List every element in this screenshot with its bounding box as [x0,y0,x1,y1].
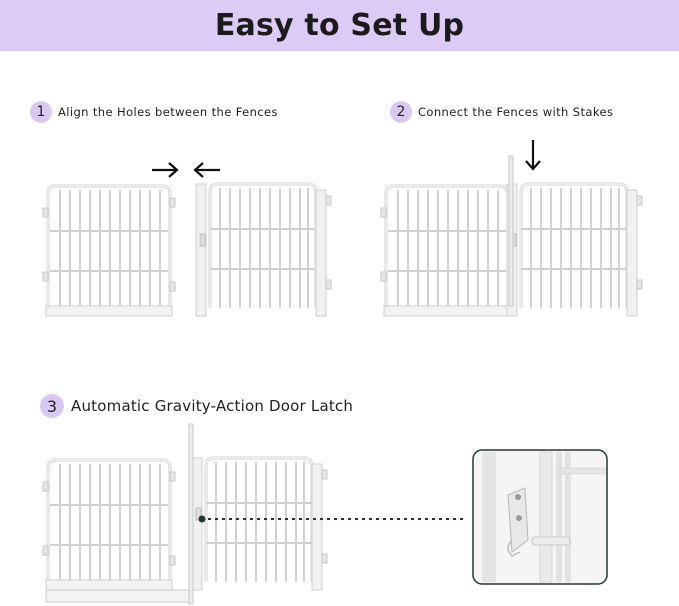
step-3-label: Automatic Gravity-Action Door Latch [71,397,354,415]
fence-door-right-2 [507,184,642,316]
arrow-right-icon [152,163,177,177]
arrow-down-icon [526,140,540,169]
step-2-number: 2 [390,101,412,123]
page-title: Easy to Set Up [214,8,465,43]
step-1-illustration [43,163,331,316]
fence-panel-left-2 [381,186,513,316]
arrow-left-icon [195,163,220,177]
fence-panel-left [43,186,175,316]
fence-door-right [196,184,331,316]
latch-marker [199,516,206,523]
fence-panel-left-3 [43,460,175,590]
stake [509,156,513,306]
fence-door-right-3 [192,458,327,590]
step-1-number: 1 [30,101,52,123]
step-3-number: 3 [40,394,64,418]
stake-3 [189,424,193,604]
step-2-label: Connect the Fences with Stakes [418,105,614,119]
latch-detail-icon [473,450,607,584]
step-2-illustration [381,140,642,316]
step-1-label: Align the Holes between the Fences [58,105,278,119]
step-3-illustration [43,424,607,604]
